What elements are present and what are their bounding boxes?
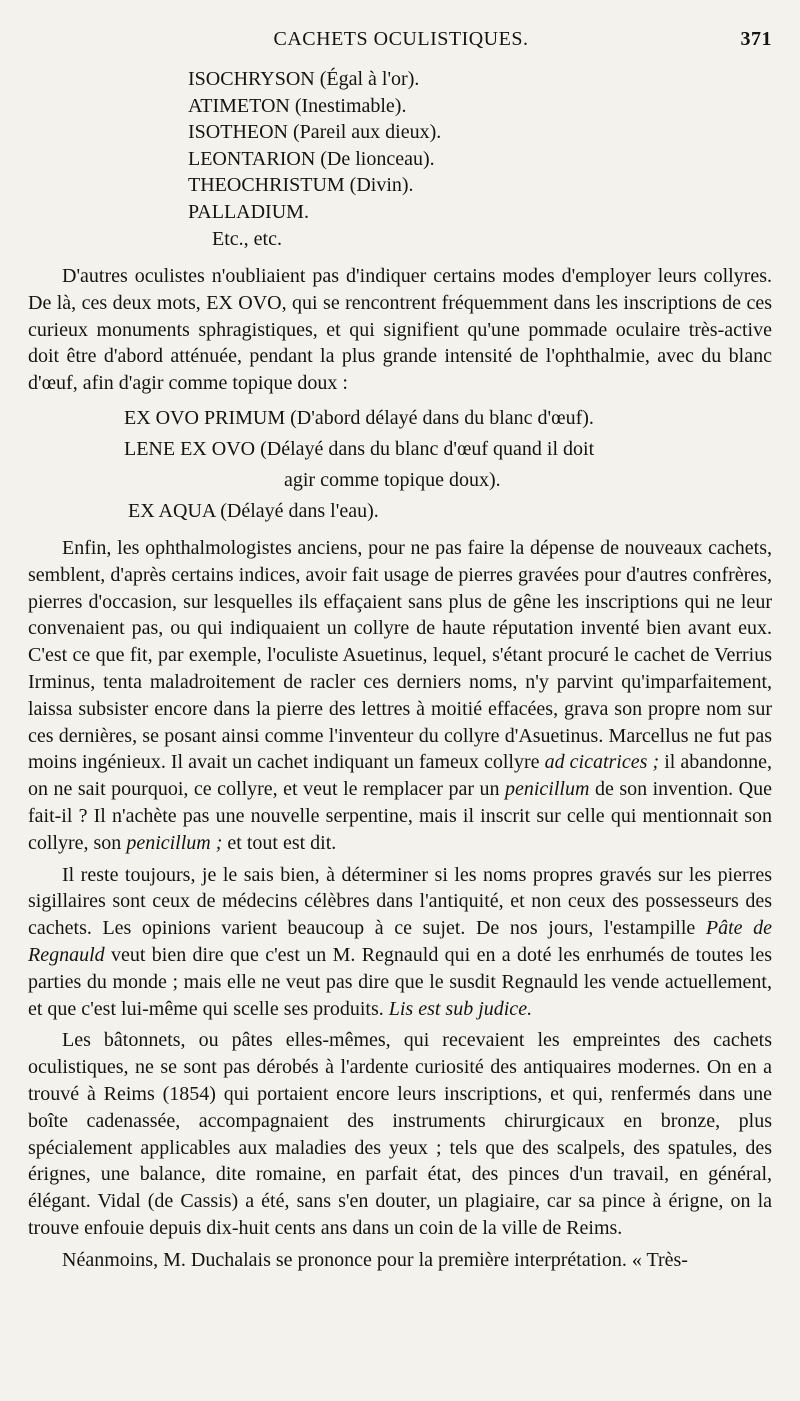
- text-run: Il reste toujours, je le sais bien, à déterminer si les noms propres gravés sur les pierres sigillaires sont ceux de médecins célèbres dans l'antiquité, et non ceux des possesseurs des cachets. Les opinions varient beaucoup à ce sujet. De nos jours, l'estampille: [28, 863, 772, 940]
- examples-block: [28, 403, 772, 527]
- paragraph-batonnets: Les bâtonnets, ou pâtes elles-mêmes, qui recevaient les empreintes des cachets oculistiques, ne se sont pas dérobés à l'ardente curiosité des antiquaires modernes. On en a trouvé à Reims (1854) qui portaient encore leurs inscriptions, et qui, renfermés dans une boîte cadenassée, accompagnaient des instruments chirurgicaux en bronze, plus spécialement applicables aux maladies des yeux ; tels que des scalpels, des spatules, des érignes, une balance, dite romaine, en parfait état, des pinces d'un travail, en général, élégant. Vidal (de Cassis) a été, sans s'en douter, un plagiaire, car sa pince à érigne, on la trouve enfouie depuis dix-huit cents ans dans un coin de la ville de Reims.: [28, 1029, 772, 1239]
- list-item: LEONTARION (De lionceau).: [188, 147, 435, 170]
- paragraph-ophthalmologists: [28, 535, 772, 857]
- example-lene-ex-ovo: LENE EX OVO (Délayé dans du blanc d'œuf quand il doit: [124, 437, 595, 460]
- text-run: Enfin, les ophthalmologistes anciens, pour ne pas faire la dépense de nouveaux cachets, semblent, d'après certains indices, avoir fait usage de pierres gravées pour d'autres confrères, pierres d'occasion, sur lesquelles ils effaçaient sans plus de gêne les inscriptions qui ne leur convenaient pas, ou qui indiquaient un collyre de haute réputation inventé bien avant eux. C'est ce que fit, par exemple, l'oculiste Asuetinus, lequel, s'étant procuré le cachet de Verrius Irminus, tenta maladroitement de racler ces derniers noms, n'y parvint qu'imparfaitement, laissa subsister encore dans la pierre des lettres à moitié effacées, grava son propre nom sur ces dernières, se posant ainsi comme l'inventeur du collyre d'Asuetinus. Marcellus ne fut pas moins ingénieux. Il avait un cachet indiquant un fameux collyre: [28, 536, 772, 774]
- paragraph-duchalais: Néanmoins, M. Duchalais se prononce pour la première interprétation. « Très-: [62, 1248, 688, 1271]
- example-ex-aqua: EX AQUA (Délayé dans l'eau).: [128, 499, 379, 522]
- example-ex-ovo-primum: EX OVO PRIMUM (D'abord délayé dans du blanc d'œuf).: [124, 406, 594, 429]
- list-item: ISOCHRYSON (Égal à l'or).: [188, 68, 420, 90]
- body-text: [28, 263, 772, 1279]
- paragraph-proper-names: [28, 862, 772, 1023]
- italic-run: ad cicatrices ;: [544, 751, 660, 774]
- italic-run: Pâte de Regnauld: [28, 917, 772, 966]
- running-title: CACHETS OCULISTIQUES.: [273, 28, 529, 50]
- text-run: il abandonne, on ne sait pourquoi, ce collyre, et veut le remplacer par un: [28, 751, 772, 801]
- list-etc: Etc., etc.: [212, 227, 282, 250]
- example-lene-ex-ovo-cont: agir comme topique doux).: [284, 468, 501, 491]
- italic-run: penicillum ;: [126, 831, 223, 854]
- text-run: et tout est dit.: [222, 831, 337, 854]
- paragraph-modes: D'autres oculistes n'oubliaient pas d'indiquer certains modes d'employer leurs collyres. De là, ces deux mots, EX OVO, qui se rencontrent fréquemment dans les inscriptions de ces curieux monuments sphragistiques, et qui signifient qu'une pommade oculaire très-active doit être d'abord atténuée, pendant la plus grande intensité de l'ophthalmie, avec du blanc d'œuf, afin d'agir comme topique doux :: [28, 265, 772, 395]
- text-run: veut bien dire que c'est un M. Regnauld qui en a doté les enrhumés de toutes les parties du monde ; mais elle ne veut pas dire que le susdit Regnauld les vende actuellement, et que c'est lui-même qui scelle ses produits.: [28, 943, 772, 1020]
- running-header: [30, 28, 772, 56]
- italic-run: Lis est sub judice.: [388, 997, 533, 1020]
- list-item: ATIMETON (Inestimable).: [188, 94, 407, 117]
- italic-run: penicillum: [505, 778, 590, 801]
- page-number: 371: [740, 28, 772, 50]
- list-item: THEOCHRISTUM (Divin).: [188, 174, 414, 197]
- list-item: ISOTHEON (Pareil aux dieux).: [188, 121, 442, 144]
- collyre-name-list: [188, 66, 441, 252]
- text-run: de son invention. Que fait-il ? Il n'achète pas une nouvelle serpentine, mais il inscrit sur celle qui mentionnait son collyre, son: [28, 778, 772, 854]
- list-item: PALLADIUM.: [188, 200, 309, 223]
